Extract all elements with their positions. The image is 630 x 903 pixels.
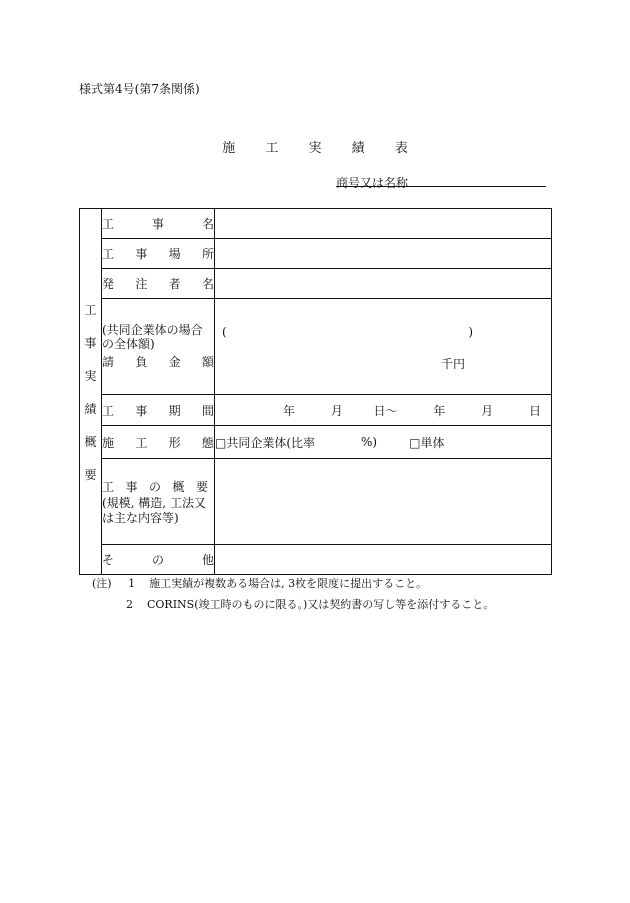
construction-record-table xyxy=(79,208,552,575)
jv-total-paren-close: ) xyxy=(468,324,473,339)
period-start-month-unit: 月 xyxy=(330,403,343,418)
side-label-char: 概 xyxy=(84,434,97,449)
side-label-char: 事 xyxy=(84,335,97,350)
client-name-label: 発 注 者 名 xyxy=(102,269,215,299)
jv-total-paren-open: ( xyxy=(222,324,227,339)
construction-period-field[interactable] xyxy=(215,395,552,426)
amount-unit: 千円 xyxy=(440,356,465,371)
project-overview-note: (規模, 構造, 工法又は主な内容等) xyxy=(102,495,206,525)
project-location-field[interactable] xyxy=(215,239,552,269)
side-label-char: 績 xyxy=(84,401,97,416)
client-name-field[interactable] xyxy=(215,269,552,299)
side-label-char: 実 xyxy=(84,368,97,383)
construction-period-label: 工 事 期 間 xyxy=(102,395,215,426)
note-item-2 xyxy=(121,596,494,612)
note-number: 2 xyxy=(126,598,133,611)
contract-amount-field[interactable] xyxy=(215,299,552,395)
note-text: 施工実績が複数ある場合は, 3枚を限度に提出すること。 xyxy=(149,577,428,590)
construction-form-field xyxy=(215,426,552,459)
period-end-month-unit: 月 xyxy=(481,403,494,418)
construction-form-label: 施 工 形 態 xyxy=(102,426,215,459)
note-number: 1 xyxy=(128,577,136,590)
period-start-day-unit: 日〜 xyxy=(373,403,398,418)
period-end-year-unit: 年 xyxy=(433,403,446,418)
project-name-label: 工 事 名 xyxy=(102,209,215,239)
side-label-char: 要 xyxy=(84,467,97,482)
contract-amount-label: (共同企業体の場合の全体額) 請 負 金 額 xyxy=(102,299,215,395)
side-label xyxy=(80,209,102,575)
project-overview-field[interactable] xyxy=(215,459,552,545)
project-location-label: 工 事 場 所 xyxy=(102,239,215,269)
note-item-1 xyxy=(92,575,427,591)
project-overview-label: 工 事 の 概 要 (規模, 構造, 工法又は主な内容等) xyxy=(102,459,215,545)
document-title: 施 工 実 績 表 xyxy=(222,141,421,156)
other-field[interactable] xyxy=(215,545,552,575)
form-number: 様式第4号(第7条関係) xyxy=(79,82,200,96)
jv-percent-label: %) xyxy=(361,435,378,449)
notes-prefix: (注) xyxy=(92,577,112,590)
joint-venture-checkbox[interactable]: □共同企業体(比率 xyxy=(215,435,316,450)
period-end-day-unit: 日 xyxy=(528,403,541,418)
company-name-label: 商号又は名称 xyxy=(336,176,409,190)
side-label-char: 工 xyxy=(84,302,97,317)
company-name-field[interactable] xyxy=(336,186,546,187)
single-company-checkbox[interactable]: □単体 xyxy=(409,435,445,450)
period-start-year-unit: 年 xyxy=(283,403,296,418)
project-name-field[interactable] xyxy=(215,209,552,239)
contract-amount-note: (共同企業体の場合の全体額) xyxy=(102,323,203,351)
note-text: CORINS(竣工時のものに限る。)又は契約書の写し等を添付すること。 xyxy=(147,598,495,611)
other-label: そ の 他 xyxy=(102,545,215,575)
